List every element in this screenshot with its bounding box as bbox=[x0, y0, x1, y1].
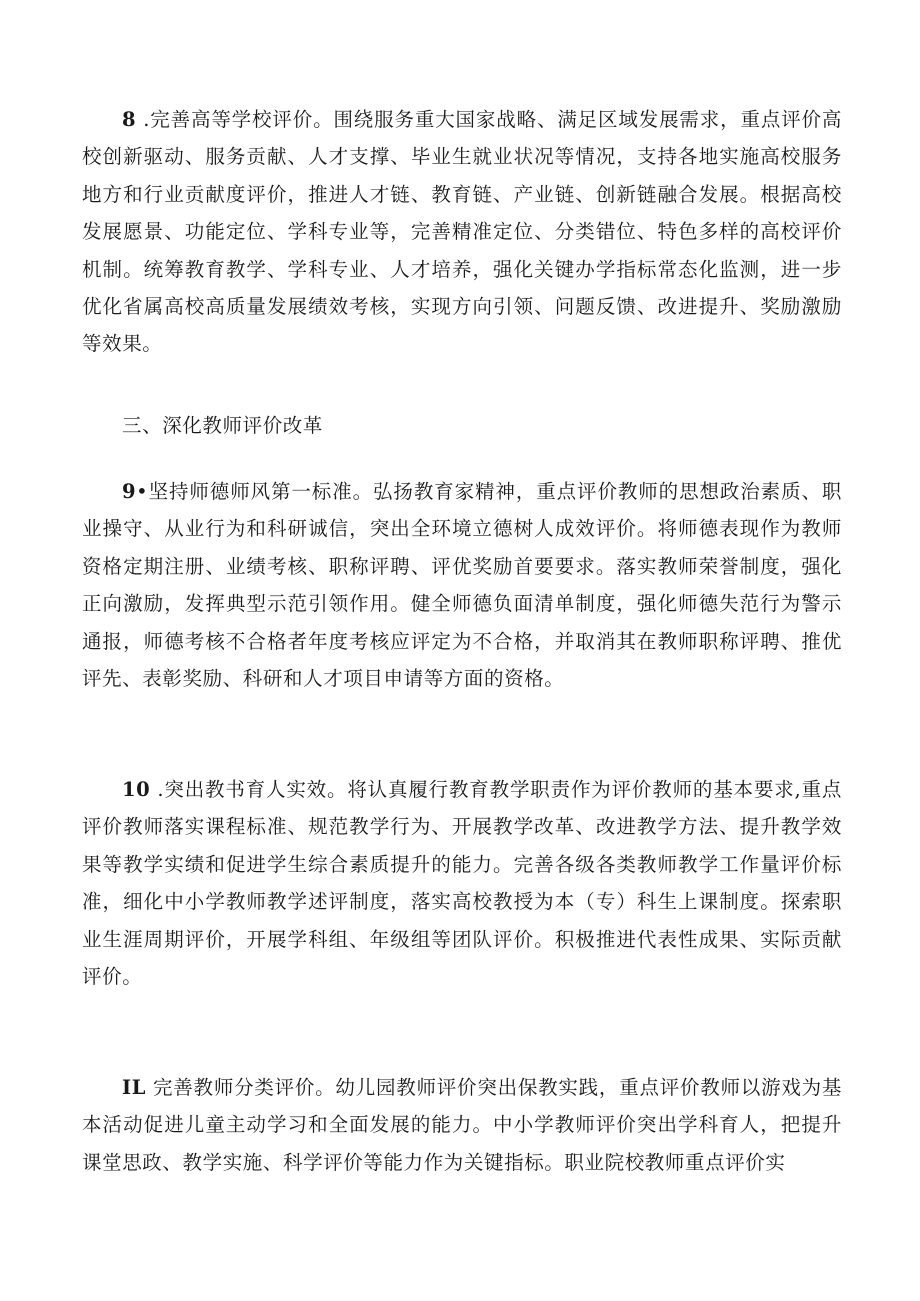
paragraph-10 bbox=[82, 771, 842, 995]
paragraph-number: 8 bbox=[122, 108, 137, 131]
paragraph-text: .完善高等学校评价。围绕服务重大国家战略、满足区域发展需求，重点评价高校创新驱动、服务贡献、人才支撑、毕业生就业状况等情况，支持各地实施高校服务地方和行业贡献度评价，推进人才链、教育链、产业链、创新链融合发展。根据高校发展愿景、功能定位、学科专业等，完善精准定位、分类错位、特色多样的高校评价机制。统筹教育教学、学科专业、人才培养，强化关键办学指标常态化监测，进一步优化省属高校高质量发展绩效考核，实现方向引领、问题反馈、改进提升、奖励激励等效果。 bbox=[82, 108, 842, 356]
paragraph-number: 10 bbox=[122, 778, 151, 801]
paragraph-11 bbox=[82, 1069, 842, 1181]
paragraph-number: 9 bbox=[122, 480, 137, 503]
paragraph-text: .突出教书育人实效。将认真履行教育教学职责作为评价教师的基本要求,重点评价教师落实课程标准、规范教学行为、开展教学改革、改进教学方法、提升教学效果等教学实绩和促进学生综合素质提升的能力。完善各级各类教师教学工作量评价标准，细化中小学教师教学述评制度，落实高校教授为本（专）科生上课制度。探索职业生涯周期评价，开展学科组、年级组等团队评价。积极推进代表性成果、实际贡献评价。 bbox=[82, 778, 842, 989]
paragraph-text: 完善教师分类评价。幼儿园教师评价突出保教实践，重点评价教师以游戏为基本活动促进儿童主动学习和全面发展的能力。中小学教师评价突出学科育人，把提升课堂思政、教学实施、科学评价等能力作为关键指标。职业院校教师重点评价实 bbox=[82, 1076, 842, 1174]
paragraph-8 bbox=[82, 101, 842, 363]
paragraph-9 bbox=[82, 473, 842, 697]
paragraph-text: •坚持师德师风第一标准。弘扬教育家精神，重点评价教师的思想政治素质、职业操守、从业行为和科研诚信，突出全环境立德树人成效评价。将师德表现作为教师资格定期注册、业绩考核、职称评聘、评优奖励首要要求。落实教师荣誉制度，强化正向激励，发挥典型示范引领作用。健全师德负面清单制度，强化师德失范行为警示通报，师德考核不合格者年度考核应评定为不合格，并取消其在教师职称评聘、推优评先、表彰奖励、科研和人才项目申请等方面的资格。 bbox=[82, 480, 842, 691]
paragraph-number: IL bbox=[122, 1076, 147, 1099]
section-heading: 三、深化教师评价改革 bbox=[122, 414, 324, 437]
